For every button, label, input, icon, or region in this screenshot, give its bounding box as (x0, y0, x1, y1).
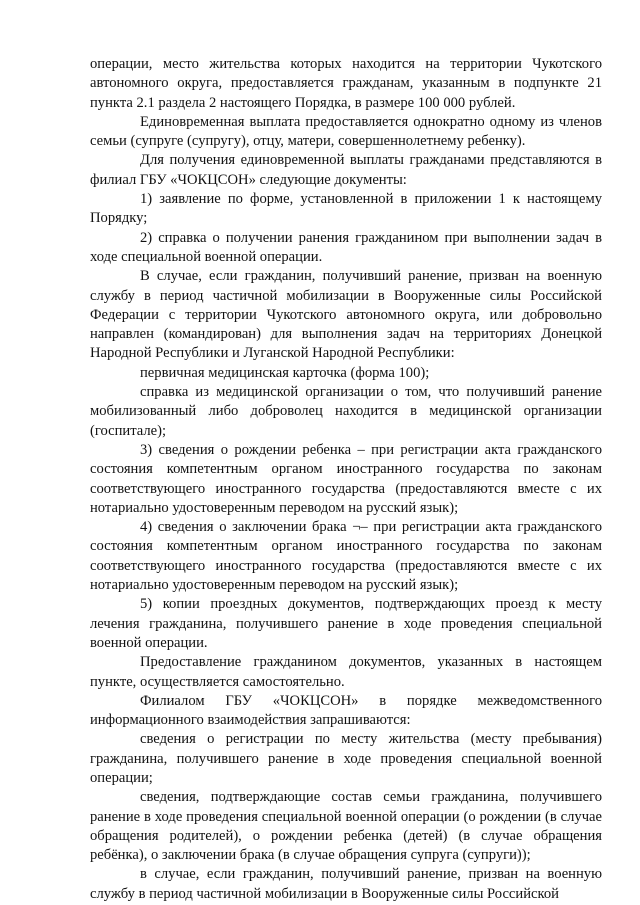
list-item-family-composition: сведения, подтверждающие состав семьи гражданина, получившего ранение в ходе проведения специальной военной операции (о рождении (в случае обращения родителей), о рождении ребенка (детей) (в случае обращения ребёнка), о заключении брака (в случае обращения супруга (супруги)); (90, 789, 602, 864)
paragraph-interagency-request: Филиалом ГБУ «ЧОКЦСОН» в порядке межведомственного информационного взаимодействия запрашиваются: (90, 692, 602, 729)
paragraph-documents-intro: Для получения единовременной выплаты гражданами представляются в филиал ГБУ «ЧОКЦСОН» следующие документы: (90, 152, 602, 188)
paragraph-mobilization-case-2: в случае, если гражданин, получивший ранение, призван на военную службу в период частичной мобилизации в Вооруженные силы Российской (90, 866, 602, 902)
list-item-application: 1) заявление по форме, установленной в приложении 1 к настоящему Порядку; (90, 191, 602, 227)
list-item-injury-certificate: 2) справка о получении ранения гражданином при выполнении задач в ходе специальной военной операции. (90, 229, 602, 265)
paragraph-self-submission: Предоставление гражданином документов, указанных в настоящем пункте, осуществляется самостоятельно. (90, 654, 602, 690)
document-page (90, 55, 602, 904)
list-item-travel-documents: 5) копии проездных документов, подтверждающих проезд к месту лечения гражданина, получившего ранение в ходе проведения специальной военной операции. (90, 596, 602, 651)
list-item-marriage-info: 4) сведения о заключении брака ¬– при регистрации акта гражданского состояния компетентным органом иностранного государства по законам соответствующего иностранного государства (предоставляются вместе с их нотариально удостоверенным переводом на русский язык); (90, 519, 602, 594)
paragraph-one-time-payment: Единовременная выплата предоставляется однократно одному из членов семьи (супруге (супругу), отцу, матери, совершеннолетнему ребенку). (90, 113, 602, 150)
list-item-hospital-certificate: справка из медицинской организации о том, что получивший ранение мобилизованный либо доброволец находится в медицинской организации (госпитале); (90, 384, 602, 439)
list-item-registration-info: сведения о регистрации по месту жительства (месту пребывания) гражданина, получившего ранение в ходе проведения специальной военной операции; (90, 731, 602, 786)
list-item-birth-info: 3) сведения о рождении ребенка – при регистрации акта гражданского состояния компетентным органом иностранного государства по законам соответствующего иностранного государства (предоставляются вместе с их нотариально удостоверенным переводом на русский язык); (90, 441, 602, 516)
list-item-medical-card: первичная медицинская карточка (форма 100); (140, 364, 430, 381)
paragraph-mobilization-case: В случае, если гражданин, получивший ранение, призван на военную службу в период частичной мобилизации в Вооруженные силы Российской Федерации с территории Чукотского автономного округа, или добровольно направлен (командирован) для выполнения задач на территориях Донецкой Народной Республики и Луганской Народной Республики: (90, 268, 602, 362)
paragraph-continuation: операции, место жительства которых находится на территории Чукотского автономного округа, предоставляется гражданам, указанным в подпункте 21 пункта 2.1 раздела 2 настоящего Порядка, в размере 100 000 рублей. (90, 56, 602, 111)
